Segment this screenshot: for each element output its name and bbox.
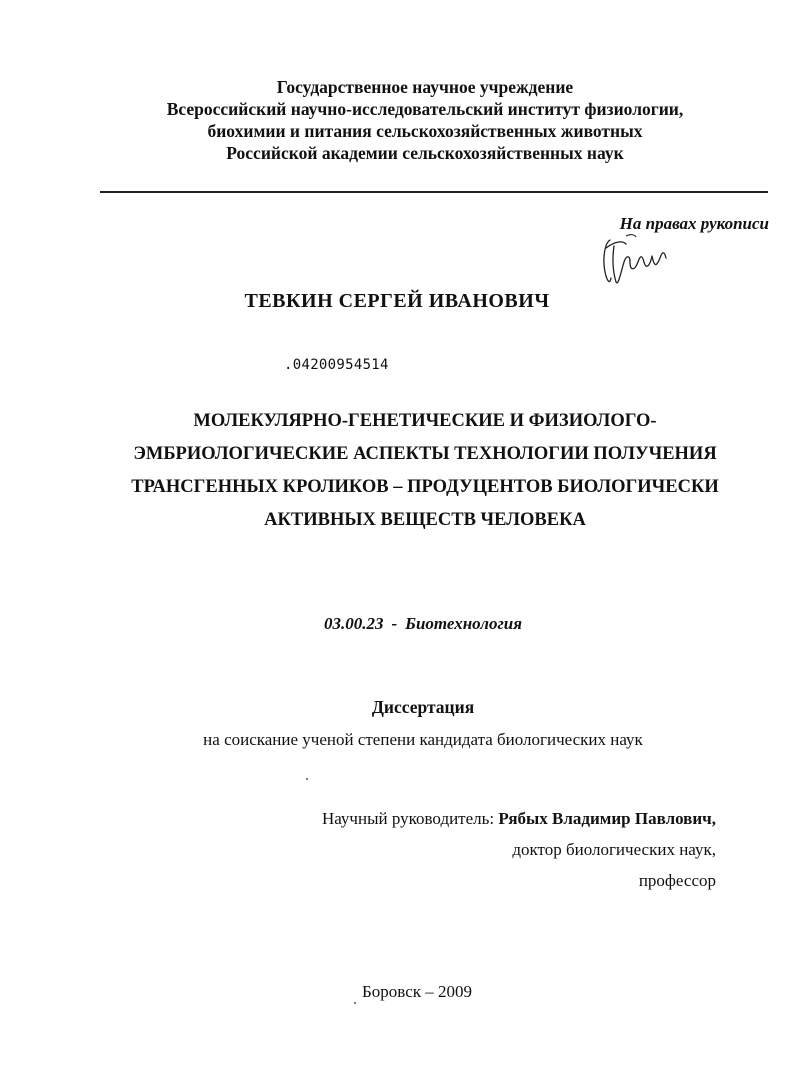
title-line: ТРАНСГЕННЫХ КРОЛИКОВ – ПРОДУЦЕНТОВ БИОЛОГИЧЕСКИ	[131, 477, 719, 497]
supervisor-label: Научный руководитель:	[321, 809, 495, 828]
scan-speck	[354, 1002, 356, 1004]
institution-line: Всероссийский научно-исследовательский институт физиологии,	[166, 99, 684, 119]
scan-speck	[306, 778, 308, 780]
dissertation-title	[90, 405, 760, 537]
institution-line: Государственное научное учреждение	[276, 77, 574, 97]
supervisor-block	[322, 803, 716, 896]
catalog-dot: .	[284, 357, 293, 373]
specialty-line	[0, 614, 794, 634]
specialty-code: 03.00.23	[324, 614, 384, 633]
header-divider	[100, 191, 768, 193]
handwritten-signature	[596, 232, 676, 292]
catalog-number-value: 04200954514	[292, 357, 389, 373]
supervisor-line	[322, 803, 716, 834]
supervisor-name: Рябых Владимир Павлович,	[498, 809, 716, 828]
place-and-year: Боровск – 2009	[362, 982, 472, 1001]
specialty-separator: -	[391, 614, 398, 633]
dissertation-heading: Диссертация	[371, 697, 475, 717]
title-line: ЭМБРИОЛОГИЧЕСКИЕ АСПЕКТЫ ТЕХНОЛОГИИ ПОЛУЧЕНИЯ	[133, 444, 717, 464]
institution-line: Российской академии сельскохозяйственных наук	[226, 143, 624, 163]
institution-line: биохимии и питания сельскохозяйственных животных	[207, 121, 643, 141]
catalog-number	[284, 357, 389, 373]
dissertation-subtitle: на соискание ученой степени кандидата биологических наук	[203, 730, 643, 749]
author-name: ТЕВКИН СЕРГЕЙ ИВАНОВИЧ	[244, 290, 550, 312]
institution-header	[100, 76, 750, 164]
supervisor-rank: профессор	[638, 871, 716, 890]
supervisor-degree: доктор биологических наук,	[512, 840, 716, 859]
specialty-name: Биотехнология	[405, 614, 522, 633]
manuscript-note: На правах рукописи	[619, 214, 769, 233]
title-line: АКТИВНЫХ ВЕЩЕСТВ ЧЕЛОВЕКА	[264, 510, 586, 530]
title-line: МОЛЕКУЛЯРНО-ГЕНЕТИЧЕСКИЕ И ФИЗИОЛОГО-	[193, 411, 657, 431]
